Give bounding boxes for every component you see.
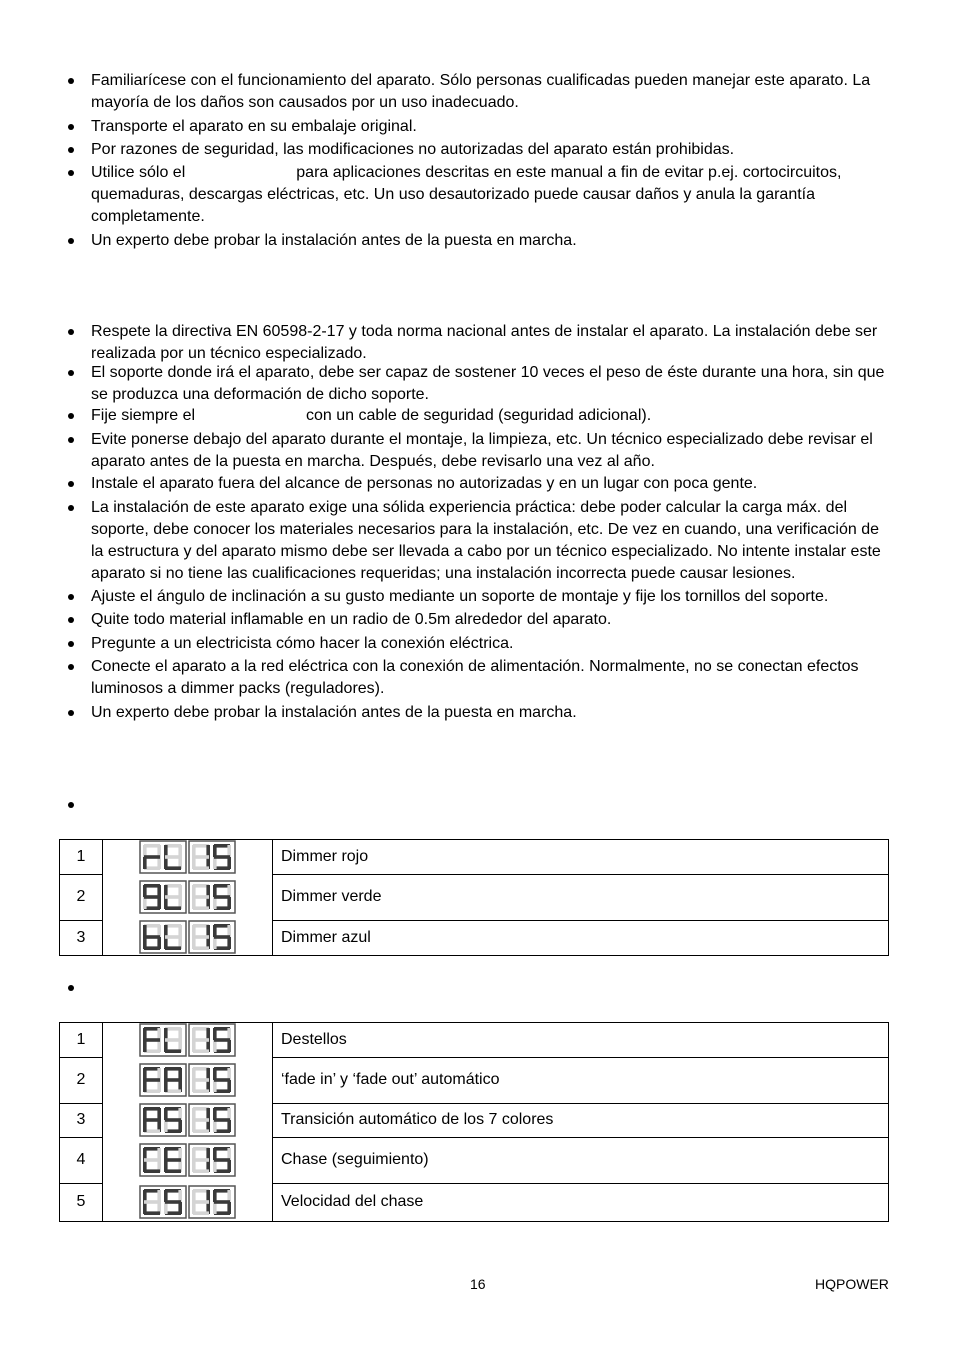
- lcd-segment: [227, 1028, 231, 1040]
- lcd-segment: [164, 1068, 168, 1080]
- lcd-segment: [213, 1068, 217, 1080]
- lcd-segment: [227, 1148, 231, 1160]
- list-item: Transporte el aparato en su embalaje original.: [91, 116, 891, 138]
- lcd-segment: [165, 855, 181, 859]
- lcd-segment: [214, 1038, 230, 1042]
- table-row: [60, 1023, 889, 1058]
- lcd-segment: [144, 1200, 160, 1204]
- list-item: Por razones de seguridad, las modificaciones no autorizadas del aparato están prohibidas.: [91, 139, 891, 161]
- lcd-display-icon: [139, 1063, 237, 1097]
- list-item: Quite todo material inflamable en un radio de 0.5m alrededor del aparato.: [91, 609, 891, 631]
- row-description: Transición automático de los 7 colores: [273, 1103, 889, 1137]
- list-item: La instalación de este aparato exige una sólida experiencia práctica: debe poder calcular la carga máx. del soporte, debe conocer los materiales necesarios para la instalación, etc. De vez en cuando, una verificación de la estructura y del aparato mismo debe ser llevada a cabo por un técnico especializado. No intente instalar este aparato si no tiene las cualificaciones requeridas; una instalación incorrecta puede causar lesiones.: [91, 497, 891, 585]
- item-text-before: Utilice sólo el: [91, 164, 186, 181]
- lcd-segment: [213, 1148, 217, 1160]
- lcd-segment: [157, 1068, 161, 1080]
- table-row: [60, 1103, 889, 1137]
- row-description: Chase (seguimiento): [273, 1137, 889, 1183]
- lcd-segment: [143, 1080, 147, 1092]
- list-item: [91, 162, 891, 228]
- lcd-segment: [178, 1190, 182, 1202]
- lcd-segment: [157, 1028, 161, 1040]
- lcd-display: [103, 920, 273, 955]
- lcd-segment: [144, 855, 160, 859]
- lcd-display-icon: [139, 1185, 237, 1219]
- lcd-segment: [144, 1158, 160, 1162]
- lcd-segment: [192, 1160, 196, 1172]
- lcd-segment: [157, 1190, 161, 1202]
- lcd-segment: [193, 1078, 209, 1082]
- row-number: 4: [60, 1137, 103, 1183]
- item-text-before: Fije siempre el: [91, 407, 196, 424]
- lcd-segment: [164, 1028, 168, 1040]
- lcd-segment: [213, 1190, 217, 1202]
- lcd-segment: [165, 935, 181, 939]
- list-item: [91, 405, 891, 427]
- lcd-segment: [193, 935, 209, 939]
- lcd-segment: [213, 1120, 217, 1132]
- row-number: 2: [60, 1057, 103, 1103]
- lcd-segment: [165, 1200, 181, 1204]
- lcd-segment: [193, 1038, 209, 1042]
- lcd-segment: [143, 1068, 147, 1080]
- lcd-segment: [178, 1108, 182, 1120]
- lcd-display-icon: [139, 1023, 237, 1057]
- lcd-segment: [213, 1202, 217, 1214]
- list-item: Familiarícese con el funcionamiento del aparato. Sólo personas cualificadas pueden manejar este aparato. La mayoría de los daños son causados por un uso inadecuado.: [91, 70, 891, 114]
- lcd-segment: [192, 1040, 196, 1052]
- lcd-segment: [165, 1158, 181, 1162]
- table-row: [60, 1183, 889, 1221]
- lcd-segment: [178, 1068, 182, 1080]
- list-item: Ajuste el ángulo de inclinación a su gusto mediante un soporte de montaje y fije los tornillos del soporte.: [91, 586, 891, 608]
- lcd-segment: [192, 1120, 196, 1132]
- list-item: Un experto debe probar la instalación antes de la puesta en marcha.: [91, 702, 891, 724]
- lcd-segment: [206, 1148, 210, 1160]
- function-table: [59, 1022, 889, 1222]
- item-text-after: con un cable de seguridad (seguridad adicional).: [306, 407, 652, 424]
- row-number: 1: [60, 840, 103, 875]
- dimmer-table: [59, 839, 889, 956]
- row-description: ‘fade in’ y ‘fade out’ automático: [273, 1057, 889, 1103]
- lcd-segment: [192, 1190, 196, 1202]
- lcd-display-icon: [139, 1103, 237, 1137]
- row-number: 5: [60, 1183, 103, 1221]
- lcd-segment: [206, 1108, 210, 1120]
- row-description: Dimmer rojo: [273, 840, 889, 875]
- lcd-segment: [157, 1108, 161, 1120]
- lcd-segment: [193, 855, 209, 859]
- lcd-segment: [164, 1080, 168, 1092]
- lcd-segment: [213, 1028, 217, 1040]
- row-description: Velocidad del chase: [273, 1183, 889, 1221]
- row-number: 1: [60, 1023, 103, 1058]
- lcd-display-icon: [139, 840, 237, 874]
- lcd-segment: [164, 1202, 168, 1214]
- lcd-segment: [157, 1148, 161, 1160]
- lcd-segment: [214, 935, 230, 939]
- lcd-segment: [206, 1028, 210, 1040]
- page-number: 16: [470, 1276, 486, 1292]
- lcd-segment: [214, 1078, 230, 1082]
- lcd-segment: [143, 1120, 147, 1132]
- list-item: Respete la directiva EN 60598-2-17 y toda norma nacional antes de instalar el aparato. La instalación debe ser realizada por un técnico especializado.: [91, 321, 891, 365]
- lcd-segment: [164, 1160, 168, 1172]
- lcd-segment: [206, 1068, 210, 1080]
- lcd-segment: [144, 1118, 160, 1122]
- lcd-segment: [143, 1160, 147, 1172]
- list-item: Instale el aparato fuera del alcance de personas no autorizadas y en un lugar con poca gente.: [91, 473, 891, 495]
- row-description: Dimmer azul: [273, 920, 889, 955]
- bullet: [68, 802, 74, 808]
- lcd-segment: [192, 1202, 196, 1214]
- table-row: [60, 840, 889, 875]
- lcd-segment: [178, 1148, 182, 1160]
- row-number: 2: [60, 874, 103, 920]
- lcd-segment: [192, 1080, 196, 1092]
- list-item: Conecte el aparato a la red eléctrica con la conexión de alimentación. Normalmente, no se conectan efectos luminosos a dimmer packs (reguladores).: [91, 656, 891, 700]
- lcd-segment: [206, 1190, 210, 1202]
- lcd-segment: [192, 1148, 196, 1160]
- lcd-segment: [165, 895, 181, 899]
- lcd-segment: [144, 1078, 160, 1082]
- list-item: Un experto debe probar la instalación antes de la puesta en marcha.: [91, 230, 891, 252]
- brand-name: HQPOWER: [815, 1276, 889, 1292]
- lcd-segment: [213, 1080, 217, 1092]
- lcd-segment: [227, 1068, 231, 1080]
- lcd-segment: [192, 1068, 196, 1080]
- row-number: 3: [60, 920, 103, 955]
- lcd-segment: [143, 1148, 147, 1160]
- bullet: [68, 985, 74, 991]
- lcd-segment: [165, 1078, 181, 1082]
- lcd-segment: [178, 1028, 182, 1040]
- lcd-segment: [213, 1160, 217, 1172]
- lcd-segment: [164, 1108, 168, 1120]
- lcd-segment: [165, 1038, 181, 1042]
- lcd-display: [103, 874, 273, 920]
- lcd-segment: [143, 1202, 147, 1214]
- lcd-segment: [143, 1190, 147, 1202]
- row-description: Dimmer verde: [273, 874, 889, 920]
- lcd-segment: [214, 1158, 230, 1162]
- lcd-segment: [214, 1200, 230, 1204]
- lcd-display: [103, 840, 273, 875]
- lcd-segment: [227, 1108, 231, 1120]
- lcd-segment: [227, 1190, 231, 1202]
- lcd-segment: [213, 1040, 217, 1052]
- lcd-segment: [144, 895, 160, 899]
- lcd-segment: [143, 1108, 147, 1120]
- lcd-segment: [214, 855, 230, 859]
- lcd-segment: [193, 1200, 209, 1204]
- lcd-segment: [144, 935, 160, 939]
- lcd-display-icon: [139, 880, 237, 914]
- list-item: El soporte donde irá el aparato, debe ser capaz de sostener 10 veces el peso de éste durante una hora, sin que se produzca una deformación de dicho soporte.: [91, 362, 891, 406]
- lcd-segment: [192, 1108, 196, 1120]
- row-number: 3: [60, 1103, 103, 1137]
- lcd-segment: [164, 1040, 168, 1052]
- lcd-display: [103, 1057, 273, 1103]
- lcd-segment: [214, 895, 230, 899]
- lcd-segment: [193, 1118, 209, 1122]
- item-text-after: para aplicaciones descritas en este manual a fin de evitar p.ej. cortocircuitos, quemaduras, descargas eléctricas, etc. Un uso desautorizado puede causar daños y anula la garantía completamente.: [91, 164, 842, 225]
- lcd-segment: [143, 1040, 147, 1052]
- lcd-segment: [213, 1108, 217, 1120]
- lcd-display: [103, 1103, 273, 1137]
- lcd-display: [103, 1137, 273, 1183]
- table-row: [60, 874, 889, 920]
- lcd-segment: [164, 1190, 168, 1202]
- lcd-display-icon: [139, 920, 237, 954]
- row-description: Destellos: [273, 1023, 889, 1058]
- lcd-segment: [164, 1120, 168, 1132]
- lcd-segment: [193, 895, 209, 899]
- lcd-segment: [192, 1028, 196, 1040]
- lcd-segment: [214, 1118, 230, 1122]
- lcd-segment: [164, 1148, 168, 1160]
- table-row: [60, 920, 889, 955]
- lcd-display: [103, 1183, 273, 1221]
- list-item: Evite ponerse debajo del aparato durante el montaje, la limpieza, etc. Un técnico especializado debe revisar el aparato antes de la puesta en marcha. Después, debe revisarlo una vez al año.: [91, 429, 891, 473]
- table-row: [60, 1137, 889, 1183]
- lcd-display-icon: [139, 1143, 237, 1177]
- lcd-segment: [193, 1158, 209, 1162]
- lcd-segment: [144, 1038, 160, 1042]
- lcd-display: [103, 1023, 273, 1058]
- table-row: [60, 1057, 889, 1103]
- lcd-segment: [143, 1028, 147, 1040]
- lcd-segment: [165, 1118, 181, 1122]
- list-item: Pregunte a un electricista cómo hacer la conexión eléctrica.: [91, 633, 891, 655]
